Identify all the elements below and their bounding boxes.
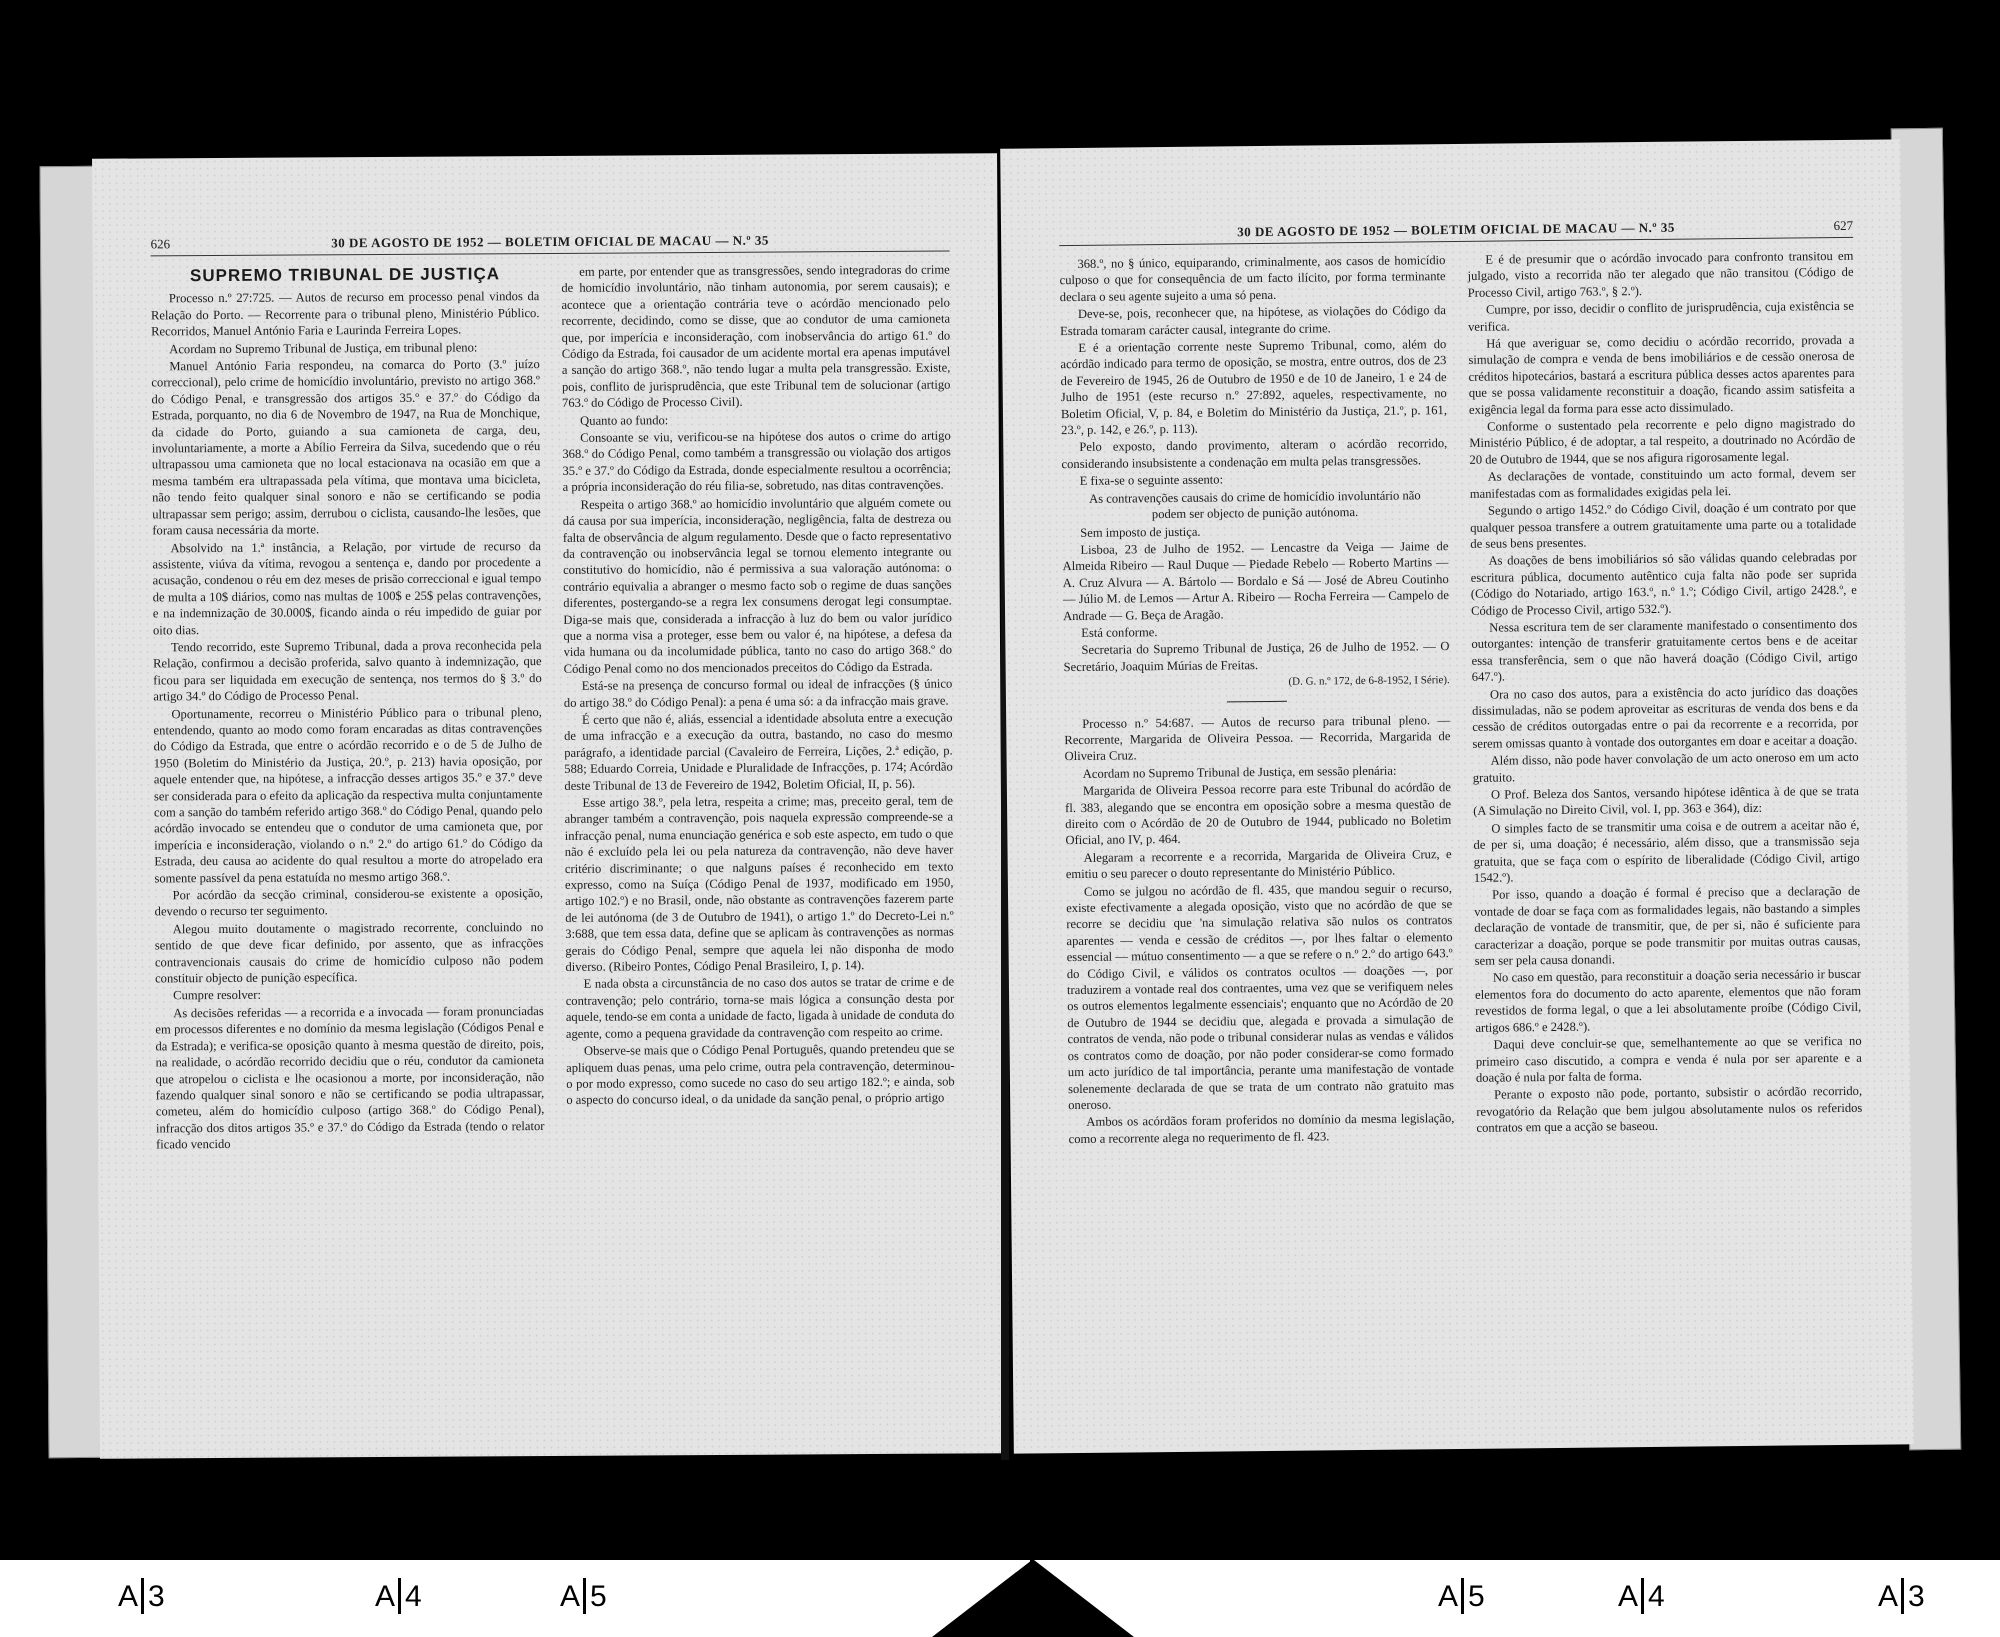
paragraph: Cumpre, por isso, decidir o conflito de jurisprudência, cuja existência se verifica. [1468, 299, 1854, 334]
film-marker-left-2 [375, 1578, 422, 1614]
paragraph: E é de presumir que o acórdão invocado para confronto transitou em julgado, visto a recorrida não ter alegado que não transitou (Código de Processo Civil, artigo 763.º, § 2.º). [1467, 248, 1854, 300]
film-marker-right-3 [1878, 1578, 1925, 1614]
left-column-2 [561, 262, 957, 1416]
paragraph: Segundo o artigo 1452.º do Código Civil, doação é um contrato por que qualquer pessoa transfere a outrem gratuitamente uma parte ou a totalidade de seus bens presentes. [1470, 499, 1857, 551]
paragraph: Sem imposto de justiça. [1080, 524, 1201, 540]
left-column-1-text [151, 288, 545, 1152]
paragraph: Por acórdão da secção criminal, considerou-se existente a oposição, devendo o recurso ter seguimento. [154, 886, 544, 919]
paragraph: E nada obsta a circunstância de no caso dos autos se tratar de crime e de contravenção; pelo contrário, torna-se mais lógica a consunção desta por aquele, tendo-se em conta a unidade de facto, ligada à unidade de conduta do agente, como a pequena gravidade da contravenção com respeito ao crime. [565, 974, 955, 1041]
paragraph: Acordam no Supremo Tribunal de Justiça, em sessão plenária: [1082, 763, 1397, 781]
paragraph: No caso em questão, para reconstituir a doação seria necessário ir buscar elementos fora do documento do acto aparente, elementos que não foram revestidos de forma legal, o que a lei absolutamente proíbe (Código Civil, artigos 686.º e 2428.º). [1475, 967, 1862, 1035]
paragraph: Respeita o artigo 368.º ao homicídio involuntário que alguém comete ou dá causa por sua imperícia, inconsideração, negligência, falta de destreza ou falta de observância de algum regulamento. Desde que o facto representativo da contravenção ou inobservância legal se tornou elemento integrante ou constitutivo do homicídio, não é permissiva a sua valoração autónoma: o contrário equivalia a abranger o mesmo facto sob o regime de duas sanções diferentes, postergando-se a regra lex consumens derogat legi consumptae. Diga-se mais que, considerada a infracção à luz do bem ou valor jurídico que a norma visa a proteger, esse bem ou valor é, na hipótese, a defesa da vida humana ou da incolumidade pública, tanto no caso do artigo 368.º do Código Penal como no dos mencionados preceitos do Código da Estrada. [562, 495, 953, 676]
paragraph: Conforme o sustentado pela recorrente e pelo digno magistrado do Ministério Público, é de adoptar, a tal respeito, a doutrinado no Acórdão de 20 de Outubro de 1944, que se nos afigura rigorosamente legal. [1469, 415, 1856, 467]
paragraph: Processo n.º 54:687. — Autos de recurso para tribunal pleno. — Recorrente, Margarida de Oliveira Pessoa. — Recorrida, Margarida de Oliveira Cruz. [1064, 712, 1451, 764]
paragraph: Alegou muito doutamente o magistrado recorrente, concluindo no sentido de que deve ficar definido, por assento, que as infracções contravencionais causais do crime de homicídio culposo não podem constituir objecto de punição específica. [154, 919, 544, 986]
right-page-columns [1059, 248, 1865, 1413]
paragraph: Tendo recorrido, este Supremo Tribunal, dada a prova reconhecida pela Relação, confirmou a decisão proferida, salvo quanto à indemnização, que ficou para ser liquidada em execução de sentença, nos termos do § 3.º do artigo 34.º do Código de Processo Penal. [153, 637, 542, 704]
diario-governo-note: (D. G. n.º 172, de 6-8-1952, I Série). [1288, 674, 1450, 688]
paragraph: Como se julgou no acórdão de fl. 435, que mandou seguir o recurso, existe efectivamente a alegada oposição, visto que no acórdão de que se recorre se decidiu que 'na simulação relativa são nulos os contratos aparentes — venda e cessão de créditos —, por lhes faltar o elemento essencial — mútuo consentimento — a que se refere o n.º 2.º do artigo 643.º do Código Civil, e válidos os contratos ocultos — doações —, por traduzirem a vontade real dos contraentes, uma vez que se verifiquem neles os outros elementos legalmente essenciais'; enquanto que no Acórdão de 20 de Outubro de 1944 se decidiu que, alegada e provada a simulação de contratos de venda, não pode o tribunal considerar nulas as vendas e válidos os contratos como de doação, por não poder considerar-se como formado um acto jurídico de tal importância, perante uma manifestação de vontade solenemente declarada de que se trata de um contrato não gratuito mas oneroso. [1066, 880, 1455, 1112]
paragraph: Daqui deve concluir-se que, semelhantemente ao que se verifica no primeiro caso discutido, a compra e venda é nula por ser aparente e a doação é nula por falta de forma. [1475, 1033, 1862, 1085]
paragraph: As decisões referidas — a recorrida e a invocada — foram pronunciadas em processos diferentes e no domínio da mesma legislação (Códigos Penal e da Estrada); e verifica-se oposição quanto à mesma questão de direito, pois, na realidade, o acórdão recorrido decidiu que o réu, condutor da camioneta que atropelou o ciclista e lhe ocasionou a morte, por inconsideração, não fazendo qualquer sinal sonoro e não se certificando se podia ultrapassar, cometeu, além do homicídio culposo (artigo 368.º do Código Penal), infracção dos ditos artigos 35.º e 37.º do Código da Estrada (tendo o relator ficado vencido [155, 1003, 545, 1152]
marker-label: A 3 [1878, 1580, 1925, 1613]
right-page-header [1059, 212, 1853, 246]
marker-label: A 3 [118, 1580, 165, 1613]
paragraph: E é a orientação corrente neste Supremo Tribunal, como, além do acórdão indicado para termo de oposição, se mostra, entre outros, dos de 23 de Fevereiro de 1945, 26 de Outubro de 1950 e de 10 de Janeiro, 1 e 24 de Julho de 1951 (este recurso n.º 27:892, aqueles, respectivamente, no Boletim Oficial, V, p. 84, e Boletim do Ministério da Justiça, 21.º, p. 161, 23.º, p. 142, e 26.º, p. 113). [1060, 337, 1448, 438]
marker-label: A 4 [1618, 1580, 1665, 1613]
paragraph: 368.º, no § único, equiparando, criminalmente, aos casos de homicídio culposo o que for consequência de um facto ilícito, por forma terminante declara o seu agente sujeito a uma só pena. [1059, 253, 1446, 304]
paragraph: Oportunamente, recorreu o Ministério Público para o tribunal pleno, entendendo, quanto ao modo como foram encaradas as ditas contravenções do Código da Estrada, que entre o acórdão recorrido e o de 5 de Julho de 1950 (Boletim do Ministério da Justiça, 20.º, p. 213) havia oposição, por aquele entender que, na hipótese, a infracção desses artigos 35.º e 37.º deve ser considerada para o efeito da aplicação da respectiva multa conjuntamente com a sanção do também referido artigo 368.º do Código Penal, quando pelo acórdão invocado se entendeu que o condutor de uma camioneta que, por imperícia e inconsideração, violando o n.º 2.º do artigo 61.º do Código da Estrada, deu causa ao acidente do qual resultou a morte do atropelado era somente passível da pena estatuída no mesmo artigo 368.º. [153, 704, 543, 886]
marker-label: A 4 [375, 1580, 422, 1613]
marker-label: A 5 [1438, 1580, 1485, 1613]
paragraph: Está conforme. [1081, 625, 1158, 640]
paragraph: Acordam no Supremo Tribunal de Justiça, em tribunal pleno: [169, 340, 478, 356]
right-page-number: 627 [1833, 217, 1854, 234]
left-page-header [150, 226, 949, 257]
marker-label: A 5 [560, 1580, 607, 1613]
film-center-triangle-right [1034, 1560, 1134, 1637]
section-title: SUPREMO TRIBUNAL DE JUSTIÇA [189, 264, 501, 286]
film-center-stem [1030, 1560, 1034, 1637]
paragraph: Processo n.º 27:725. — Autos de recurso em processo penal vindos da Relação do Porto. — Recorrente para o tribunal pleno, Ministério Público. Recorridos, Manuel António Faria e Laurinda Ferreira Lopes. [150, 289, 540, 339]
left-running-header: 30 DE AGOSTO DE 1952 — BOLETIM OFICIAL DE MACAU — N.º 35 [331, 232, 769, 251]
film-marker-right-1 [1438, 1578, 1485, 1614]
left-page-number: 626 [150, 236, 171, 252]
right-column-1-signatures [1062, 521, 1450, 676]
paragraph: Ora no caso dos autos, para a existência do acto jurídico das doações dissimuladas, não se podem aproveitar as escrituras de venda dos bens e da cessão de créditos outorgadas entre o pai da recorrente e a recorrida, por serem omissas quanto à vontade dos outorgantes em doar e aceitar a doação. [1472, 683, 1859, 751]
paragraph: As doações de bens imobiliários só são válidas quando celebradas por escritura pública, documento autêntico cuja falta não pode ser suprida (Código do Notariado, artigo 163.º, n.º 1.º; Código Civil, artigo 2428.º, e Código de Processo Civil, artigo 532.º). [1470, 550, 1857, 618]
section-divider [1227, 700, 1287, 702]
right-running-header: 30 DE AGOSTO DE 1952 — BOLETIM OFICIAL DE MACAU — N.º 35 [1237, 219, 1675, 240]
left-column-2-text [561, 262, 955, 1109]
paragraph: Observe-se mais que o Código Penal Português, quando pretendeu que se apliquem duas penas, uma pelo crime, outra pela contravenção, determinou-o por modo expresso, como sucede no caso do seu artigo 182.º; e ainda, sob o aspecto do concurso ideal, o da unidade da sanção penal, o próprio artigo [566, 1041, 955, 1108]
right-column-2 [1467, 248, 1865, 1409]
paragraph: Consoante se viu, verificou-se na hipótese dos autos o crime do artigo 368.º do Código Penal, como também a transgressão ou violação dos artigos 35.º e 37.º do Código da Estrada, donde especialmente resultou a ocorrência; a própria inconsideração do réu filia-se, sobretudo, nas ditas contravenções. [562, 428, 951, 495]
paragraph: Pelo exposto, dando provimento, alteram o acórdão recorrido, considerando insubsistente a condenação em multa pelas transgressões. [1061, 436, 1448, 471]
right-page [1000, 139, 1914, 1453]
left-page-columns [151, 262, 957, 1419]
film-marker-left-1 [118, 1578, 165, 1614]
paragraph: Está-se na presença de concurso formal ou ideal de infracções (§ único do artigo 38.º do Código Penal): a pena é uma só: a da infracção mais grave. [563, 676, 953, 710]
paragraph: Deve-se, pois, reconhecer que, na hipótese, as violações do Código da Estrada tomaram carácter causal, integrante do crime. [1060, 303, 1446, 338]
right-column-2-text [1467, 248, 1862, 1137]
paragraph: Há que averiguar se, como decidiu o acórdão recorrido, provada a simulação de compra e venda de bens imobiliários e de cessão onerosa de créditos hipotecários, bastará a escritura pública desses actos aparentes para que se possa validamente reconstituir a doação, ficando assim satisfeita a exigência legal da forma para esse acto dissimulado. [1468, 332, 1855, 417]
paragraph: E fixa-se o seguinte assento: [1079, 472, 1224, 489]
left-column-1 [151, 264, 547, 1418]
left-page [92, 153, 1005, 1459]
paragraph: Por isso, quando a doação é formal é preciso que a declaração de vontade de doar se faça com as formalidades legais, não bastando a simples declaração de vontade de transmitir, que, de per si, não é suficiente para caracterizar a doação, porque se pode transmitir por muitas outras causas, sem ser pela causa donandi. [1474, 884, 1861, 968]
paragraph: O simples facto de se transmitir uma coisa e de outrem a aceitar não é, de per si, uma doação; é necessário, além disso, que a transmissão seja gratuita, que se faça com o espírito de liberalidade (Código Civil, artigo 1542.º). [1473, 817, 1860, 885]
paragraph: Nessa escritura tem de ser claramente manifestado o consentimento dos outorgantes: intenção de transferir gratuitamente certos bens e de aceitar essa transferência, sem o que não haverá doação (Código Civil, artigo 647.º). [1471, 616, 1858, 684]
paragraph: Ambos os acórdãos foram proferidos no domínio da mesma legislação, como a recorrente alega no requerimento de fl. 423. [1068, 1111, 1455, 1146]
film-marker-right-2 [1618, 1578, 1665, 1614]
paragraph: As declarações de vontade, constituindo um acto formal, devem ser manifestadas com as formalidades exigidas pela lei. [1469, 466, 1856, 501]
paragraph: em parte, por entender que as transgressões, sendo integradoras do crime de homicídio involuntário, não tinham autonomia, por serem causais); e acontece que a orientação contrária teve o acórdão mencionado pelo recorrente, decidindo, como se disse, que ao condutor de uma camioneta que, por imperícia e inconsideração, com inobservância do artigo 61.º do Código da Estrada, foi causador de um acidente mortal era apenas imputável a sanção do artigo 368.º, não tendo lugar a multa pela transgressão. Existe, pois, conflito de jurisprudência, que este Tribunal tem de solucionar (artigo 763.º do Código de Processo Civil). [561, 262, 951, 411]
paragraph: Perante o exposto não pode, portanto, subsistir o acórdão recorrido, revogatório da Relação que bem julgou absolutamente nulos os referidos contratos em que a acção se baseou. [1476, 1084, 1863, 1135]
assento-text: As contravenções causais do crime de homicídio involuntário não podem ser objecto de punição autónoma. [1089, 488, 1421, 522]
film-marker-left-3 [560, 1578, 607, 1614]
paragraph: Alegaram a recorrente e a recorrida, Margarida de Oliveira Cruz, e emitiu o seu parecer o douto representante do Ministério Público. [1065, 846, 1452, 882]
paragraph: Margarida de Oliveira Pessoa recorre para este Tribunal do acórdão de fl. 383, alegando que se encontra em oposição sobre a mesma questão de direito com o Acórdão de 20 de Outubro de 1944, publicado no Boletim Oficial, ano IV, p. 464. [1065, 780, 1452, 848]
paragraph: É certo que não é, aliás, essencial a identidade absoluta entre a execução de uma infracção e a execução da outra, bastando, no caso do mesmo parágrafo, a identidade parcial (Cavaleiro de Ferreira, Lições, 2.ª edição, p. 588; Eduardo Correia, Unidade e Pluralidade de Infracções, p. 174; Acórdão deste Tribunal de 13 de Fevereiro de 1942, Boletim Oficial, II, p. 56). [564, 710, 953, 793]
paragraph: Quanto ao fundo: [580, 412, 669, 428]
paragraph: Absolvido na 1.ª instância, a Relação, por virtude de recurso da assistente, viúva da vítima, revogou a sentença e, dando por procedente a acusação, condenou o réu em dez meses de prisão correccional e igual tempo de multa a 10$ diários, como nas multas de 100$ e 25$ pelas contravenções, e na indemnização de 30.000$, ficando ainda o réu impedido de guiar por oito dias. [152, 538, 542, 637]
paragraph: O Prof. Beleza dos Santos, versando hipótese idêntica à de que se trata (A Simulação no Direito Civil, vol. I, pp. 363 e 364), diz: [1473, 783, 1860, 819]
right-column-1-text [1059, 252, 1447, 490]
paragraph: Cumpre resolver: [173, 988, 261, 1003]
paragraph: Secretaria do Supremo Tribunal de Justiça, 26 de Julho de 1952. — O Secretário, Joaquim Múrias de Freitas. [1063, 639, 1450, 674]
right-column-1 [1059, 252, 1457, 1413]
paragraph: Além disso, não pode haver convolação de um acto oneroso em um acto gratuito. [1472, 749, 1859, 785]
film-center-triangle-left [932, 1560, 1032, 1637]
right-column-1-process-2 [1064, 712, 1454, 1148]
paragraph: Manuel António Faria respondeu, na comarca do Porto (3.º juízo correccional), pelo crime de homicídio involuntário, previsto no artigo 368.º do Código Penal, e transgressão dos artigos 35.º e 37.º do Código da Estrada, porquanto, no dia 6 de Novembro de 1947, na Rua de Monchique, da cidade do Porto, guiando a sua camioneta de carga, deu, involuntariamente, a morte a Abílio Ferreira da Silva, sucedendo que o réu ultrapassou uma camioneta que no local estacionava na ocasião em que a mesma também era ultrapassada pela vítima, que montava uma bicicleta, não tendo feito qualquer sinal sonoro e não se certificando se podia ultrapassar sem perigo; assim, derrubou o ciclista, causando-lhe lesões, que foram causa necessária da morte. [151, 357, 541, 538]
paragraph: Lisboa, 23 de Julho de 1952. — Lencastre da Veiga — Jaime de Almeida Ribeiro — Raul Duque — Piedade Rebelo — Roberto Martins — A. Cruz Alvura — A. Bártolo — Bordalo e Sá — José de Abreu Coutinho — Júlio M. de Lemos — Artur A. Ribeiro — Rocha Ferreira — Campelo de Andrade — G. Beça de Aragão. [1062, 538, 1449, 623]
paragraph: Esse artigo 38.º, pela letra, respeita a crime; mas, preceito geral, tem de abranger também a contravenção, pois naquela expressão compreende-se a infracção penal, numa enunciação genérica e sob este aspecto, em tudo o que não é excluído pela lei ou pela natureza da contravenção, não deve haver critério discriminante; o que nalguns países é reconhecido em texto expresso, como na Suíça (Código Penal de 1937, modificado em 1950, artigo 102.º) e no Brasil, onde, não obstante as contravenções fazerem parte de lei autónoma (de 3 de Outubro de 1941), o artigo 1.º do Decreto-Lei n.º 3:688, que tem essa data, define que se aplicam às contravenções as normas gerais do Código Penal, sempre que aquela lei não disponha de modo diverso. (Ribeiro Pontes, Código Penal Brasileiro, I, p. 14). [564, 793, 954, 974]
